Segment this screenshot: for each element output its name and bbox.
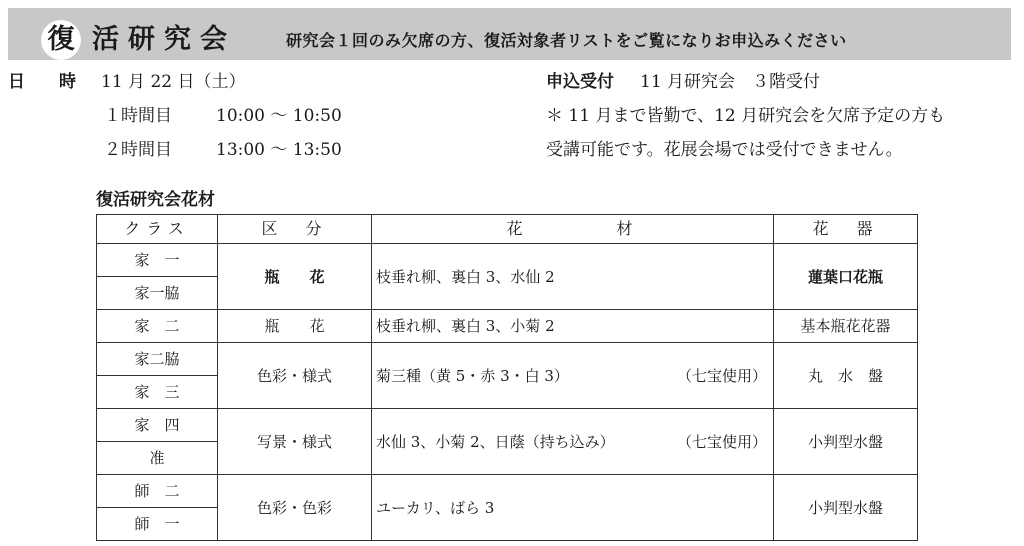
period-2-label: ２時間目 xyxy=(104,140,172,160)
material-text: ユーカリ、ばら 3 xyxy=(376,498,495,517)
period-1-time: 10:00 ～ 10:50 xyxy=(216,106,342,126)
application-value: 11 月研究会 ３階受付 xyxy=(640,72,821,92)
material-cell xyxy=(372,310,774,343)
material-cell xyxy=(372,475,774,541)
class-cell xyxy=(97,343,218,409)
division-cell: 写景・様式 xyxy=(218,409,372,475)
header-banner xyxy=(8,8,1011,60)
flower-materials-table xyxy=(96,214,918,541)
class-name: 家 一 xyxy=(134,251,180,269)
vessel-cell: 丸 水 盤 xyxy=(774,343,918,409)
division-cell: 瓶 花 xyxy=(218,244,372,310)
table-header-row xyxy=(97,215,918,244)
material-cell xyxy=(372,343,774,409)
page-subtitle: 研究会１回のみ欠席の方、復活対象者リストをご覧になりお申込みください xyxy=(286,31,847,50)
vessel-cell: 蓮葉口花瓶 xyxy=(774,244,918,310)
class-name: 家 四 xyxy=(134,416,180,434)
application-note-line1: ＊ 11 月まで皆勤で、12 月研究会を欠席予定の方も xyxy=(546,106,946,126)
header-class: クラス xyxy=(97,215,218,244)
period-1-label: １時間目 xyxy=(104,106,172,126)
class-cell xyxy=(97,244,218,310)
material-text: 枝垂れ柳、裏白 3、水仙 2 xyxy=(376,267,555,286)
date-value: 11 月 22 日（土） xyxy=(101,72,246,92)
class-name: 家 二 xyxy=(134,317,180,335)
table-caption: 復活研究会花材 xyxy=(96,190,215,210)
class-name: 准 xyxy=(97,441,217,474)
division-cell: 瓶 花 xyxy=(218,310,372,343)
material-note: （七宝使用） xyxy=(676,366,767,385)
material-text: 枝垂れ柳、裏白 3、小菊 2 xyxy=(376,317,555,335)
vessel-cell: 基本瓶花花器 xyxy=(774,310,918,343)
application-note-line2: 受講可能です。花展会場では受付できません。 xyxy=(546,140,903,160)
class-cell xyxy=(97,475,218,541)
table-row xyxy=(97,310,918,343)
header-vessel: 花 器 xyxy=(774,215,918,244)
division-cell: 色彩・色彩 xyxy=(218,475,372,541)
header-material: 花 材 xyxy=(372,215,774,244)
class-cell xyxy=(97,310,218,343)
material-note: （七宝使用） xyxy=(676,432,767,451)
material-cell xyxy=(372,409,774,475)
period-2-time: 13:00 ～ 13:50 xyxy=(216,140,342,160)
table-row xyxy=(97,409,918,475)
table-row xyxy=(97,343,918,409)
material-text: 菊三種（黄 5・赤 3・白 3） xyxy=(376,366,569,385)
class-name: 家二脇 xyxy=(134,350,180,368)
application-label: 申込受付 xyxy=(546,72,614,92)
class-name: 家 三 xyxy=(97,375,217,408)
page-title: 活研究会 xyxy=(92,24,236,55)
division-cell: 色彩・様式 xyxy=(218,343,372,409)
class-name: 家一脇 xyxy=(97,276,217,309)
date-label: 日 時 xyxy=(8,72,76,92)
vessel-cell: 小判型水盤 xyxy=(774,475,918,541)
material-cell xyxy=(372,244,774,310)
table-row xyxy=(97,475,918,541)
vessel-cell: 小判型水盤 xyxy=(774,409,918,475)
title-initial-badge: 復 xyxy=(41,20,81,60)
class-name: 師 二 xyxy=(134,482,180,500)
table-row xyxy=(97,244,918,310)
class-name: 師 一 xyxy=(97,507,217,540)
material-text: 水仙 3、小菊 2、日蔭（持ち込み） xyxy=(376,432,615,451)
header-division: 区 分 xyxy=(218,215,372,244)
class-cell xyxy=(97,409,218,475)
